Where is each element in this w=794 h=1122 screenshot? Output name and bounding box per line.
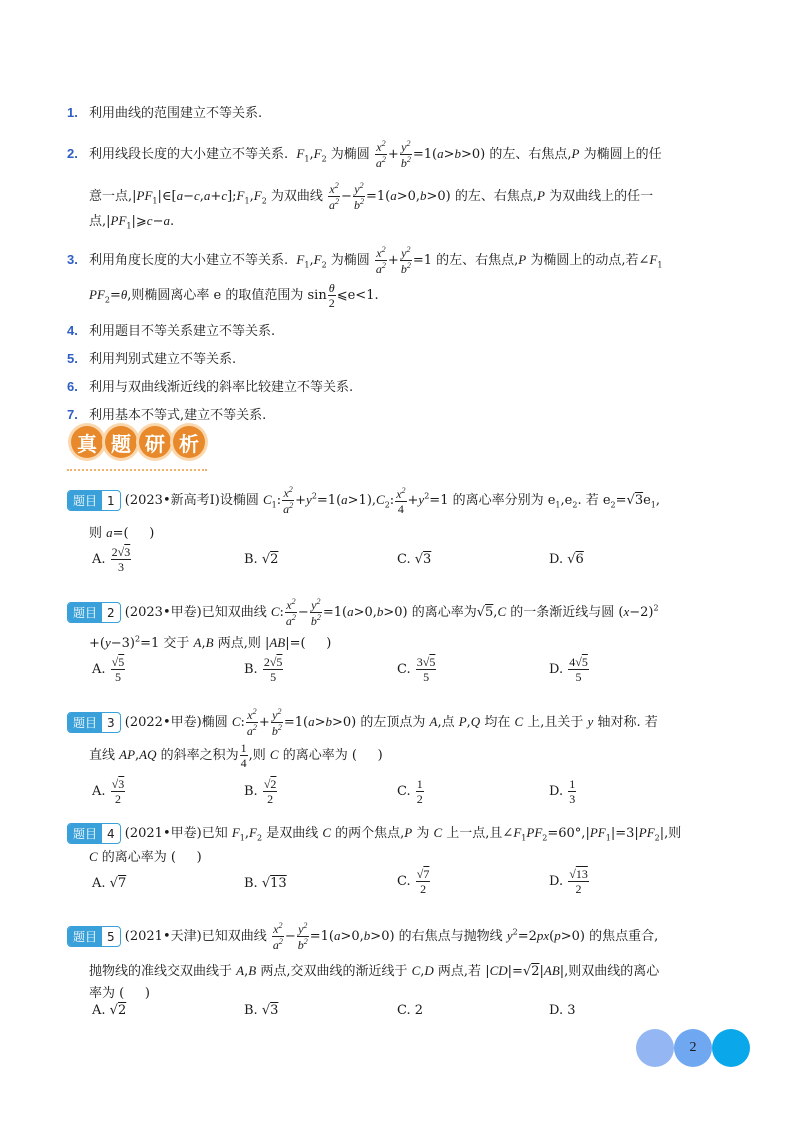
method-number: 1. [67, 105, 78, 120]
method-item-6 [67, 376, 353, 395]
q4-option-c[interactable]: C. $\frac{√7}{2}$ [397, 867, 430, 896]
method-text: 利用基本不等式,建立不等关系. [89, 408, 267, 423]
question-source: (2021•天津) [124, 929, 202, 944]
q4-option-b[interactable]: B. √13 [244, 876, 287, 891]
method-number: 6. [67, 379, 78, 394]
decor-circle-right [712, 1029, 750, 1067]
q5-option-c[interactable]: C. 2 [397, 1003, 424, 1018]
method-text: 利用角度长度的大小建立不等关系. [89, 253, 289, 268]
q1-option-c[interactable]: C. √3 [397, 552, 432, 567]
method-number: 5. [67, 351, 78, 366]
question-tag: 题目 1 [67, 490, 121, 511]
method-text: 利用题目不等关系建立不等关系. [89, 324, 276, 339]
decor-circle-left [636, 1029, 674, 1067]
method-item-2: 2. 利用线段长度的大小建立不等关系. $F_1,F_2$ 为椭圆 $\frac{x^2}{a^2}$ + $\frac{y^2}{b^2}$ =1(a>b>0) 的左、右焦点,P 为椭圆上的任 [67, 139, 662, 170]
q3-option-b[interactable]: B. $\frac{√2}{2}$ [244, 777, 277, 806]
question-tag: 题目 3 [67, 712, 121, 733]
method-number: 7. [67, 407, 78, 422]
question-source: (2023•新高考Ⅰ) [124, 493, 220, 508]
method-text: 利用与双曲线渐近线的斜率比较建立不等关系. [89, 380, 354, 395]
method-text: 利用判别式建立不等关系. [89, 352, 237, 367]
section-badge: 析 [173, 426, 205, 458]
method-item-5 [67, 348, 236, 367]
question-2: 题目 2 (2023•甲卷)已知双曲线 C: $\frac{x^2}{a^2}$ − $\frac{y^2}{b^2}$ =1(a>0,b>0) 的离心率为√5,C 的一条渐近线与圆 $(x-2)^2$ [67, 598, 659, 627]
q4-option-d[interactable]: D. $\frac{√13}{2}$ [549, 867, 588, 896]
q4-option-a[interactable]: A. √7 [92, 876, 127, 891]
q1-option-d[interactable]: D. √6 [549, 552, 584, 567]
question-3-line-2: 直线 AP,AQ 的斜率之积为 $\frac{1}{4}$ ,则 C 的离心率为 ( ) [89, 741, 383, 770]
method-3-line-2: $PF_2=\theta$,则椭圆离心率 e 的取值范围为 sin $\frac{\theta}{2}$ ⩽e<1. [89, 281, 379, 310]
page-number-badge [636, 1029, 752, 1067]
method-item-7 [67, 404, 266, 423]
section-heading [71, 426, 205, 458]
q3-option-c[interactable]: C. $\frac{1}{2}$ [397, 777, 423, 806]
method-text: 利用曲线的范围建立不等关系. [89, 106, 263, 121]
q2-option-a[interactable]: A. $\frac{√5}{5}$ [92, 655, 125, 684]
question-2-line-2: $+(y-3)^2=1$ 交于 A,B 两点,则 |AB|=( ) [89, 634, 332, 651]
q5-option-d[interactable]: D. 3 [549, 1003, 576, 1018]
q5-option-b[interactable]: B. √3 [244, 1003, 279, 1018]
method-item-3: 3. 利用角度长度的大小建立不等关系. $F_1,F_2$ 为椭圆 $\frac{x^2}{a^2}$ + $\frac{y^2}{b^2}$ =1 的左、右焦点,P 为椭圆上的动点,若$\angle F_1$ [67, 245, 663, 276]
question-4: 题目 4 (2021•甲卷)已知 $F_1,F_2$ 是双曲线 C 的两个焦点,P 为 C 上一点,且$\angle F_1PF_2=60^\circ,|PF_1|=3|PF_2|$,则 [67, 822, 681, 844]
method-number: 4. [67, 323, 78, 338]
q2-option-b[interactable]: B. $\frac{2√5}{5}$ [244, 655, 283, 684]
question-5-line-2: 抛物线的准线交双曲线于 A,B 两点,交双曲线的渐近线于 C,D 两点,若 |CD|=√2|AB|,则双曲线的离心 [89, 963, 660, 979]
page-number: 2 [674, 1029, 712, 1067]
question-tag: 题目 5 [67, 926, 121, 947]
q1-option-a[interactable]: A. $\frac{2√3}{3}$ [92, 545, 131, 574]
section-badge: 研 [139, 426, 171, 458]
q3-option-d[interactable]: D. $\frac{1}{3}$ [549, 777, 576, 806]
question-tag: 题目 2 [67, 602, 121, 623]
method-number: 3. [67, 252, 78, 267]
method-item-1 [67, 102, 262, 121]
question-tag: 题目 4 [67, 823, 121, 844]
q2-option-c[interactable]: C. $\frac{3√5}{5}$ [397, 655, 436, 684]
question-source: (2023•甲卷) [124, 605, 202, 620]
q5-option-a[interactable]: A. √2 [92, 1003, 127, 1018]
question-5: 题目 5 (2021•天津)已知双曲线 $\frac{x^2}{a^2}$ − $\frac{y^2}{b^2}$ =1(a>0,b>0) 的右焦点与抛物线 $y^2=2px(p>0)$ 的焦点重合, [67, 922, 658, 951]
method-2-line-2: 意一点$,|PF_1|\in[a-c,a+c];F_1,F_2$ 为双曲线 $\frac{x^2}{a^2}$ − $\frac{y^2}{b^2}$ =1(a>0,b>0) 的左、右焦点,P 为双曲线上的任一 [89, 181, 654, 212]
q2-option-d[interactable]: D. $\frac{4√5}{5}$ [549, 655, 588, 684]
question-4-line-2: C 的离心率为 ( ) [89, 849, 202, 865]
question-1-line-2: 则 a=( ) [89, 525, 155, 541]
question-5-line-3: 率为 ( ) [89, 986, 150, 1001]
method-text: 利用线段长度的大小建立不等关系. [89, 147, 289, 162]
question-source: (2021•甲卷) [124, 826, 202, 841]
method-item-4 [67, 320, 275, 339]
method-number: 2. [67, 146, 78, 161]
method-2-line-3: 点$,|PF_1|⩾c-a$. [89, 213, 175, 231]
section-badge: 题 [105, 426, 137, 458]
question-1: 题目 1 (2023•新高考Ⅰ)设椭圆 $C_1$: $\frac{x^2}{a^2}$ $+y^2=1(a>1),C_2$: $\frac{x^2}{4}$ $+y^2=1$ 的离心率分别为 $e_1,e_2$. 若 $e_2=√3e_1$, [67, 486, 660, 515]
q3-option-a[interactable]: A. $\frac{√3}{2}$ [92, 777, 125, 806]
section-badge: 真 [71, 426, 103, 458]
question-source: (2022•甲卷) [124, 715, 202, 730]
question-3: 题目 3 (2022•甲卷)椭圆 C: $\frac{x^2}{a^2}$ + $\frac{y^2}{b^2}$ =1(a>b>0) 的左顶点为 A,点 P,Q 均在 C 上,且关于 y 轴对称. 若 [67, 708, 658, 737]
q1-option-b[interactable]: B. √2 [244, 552, 279, 567]
